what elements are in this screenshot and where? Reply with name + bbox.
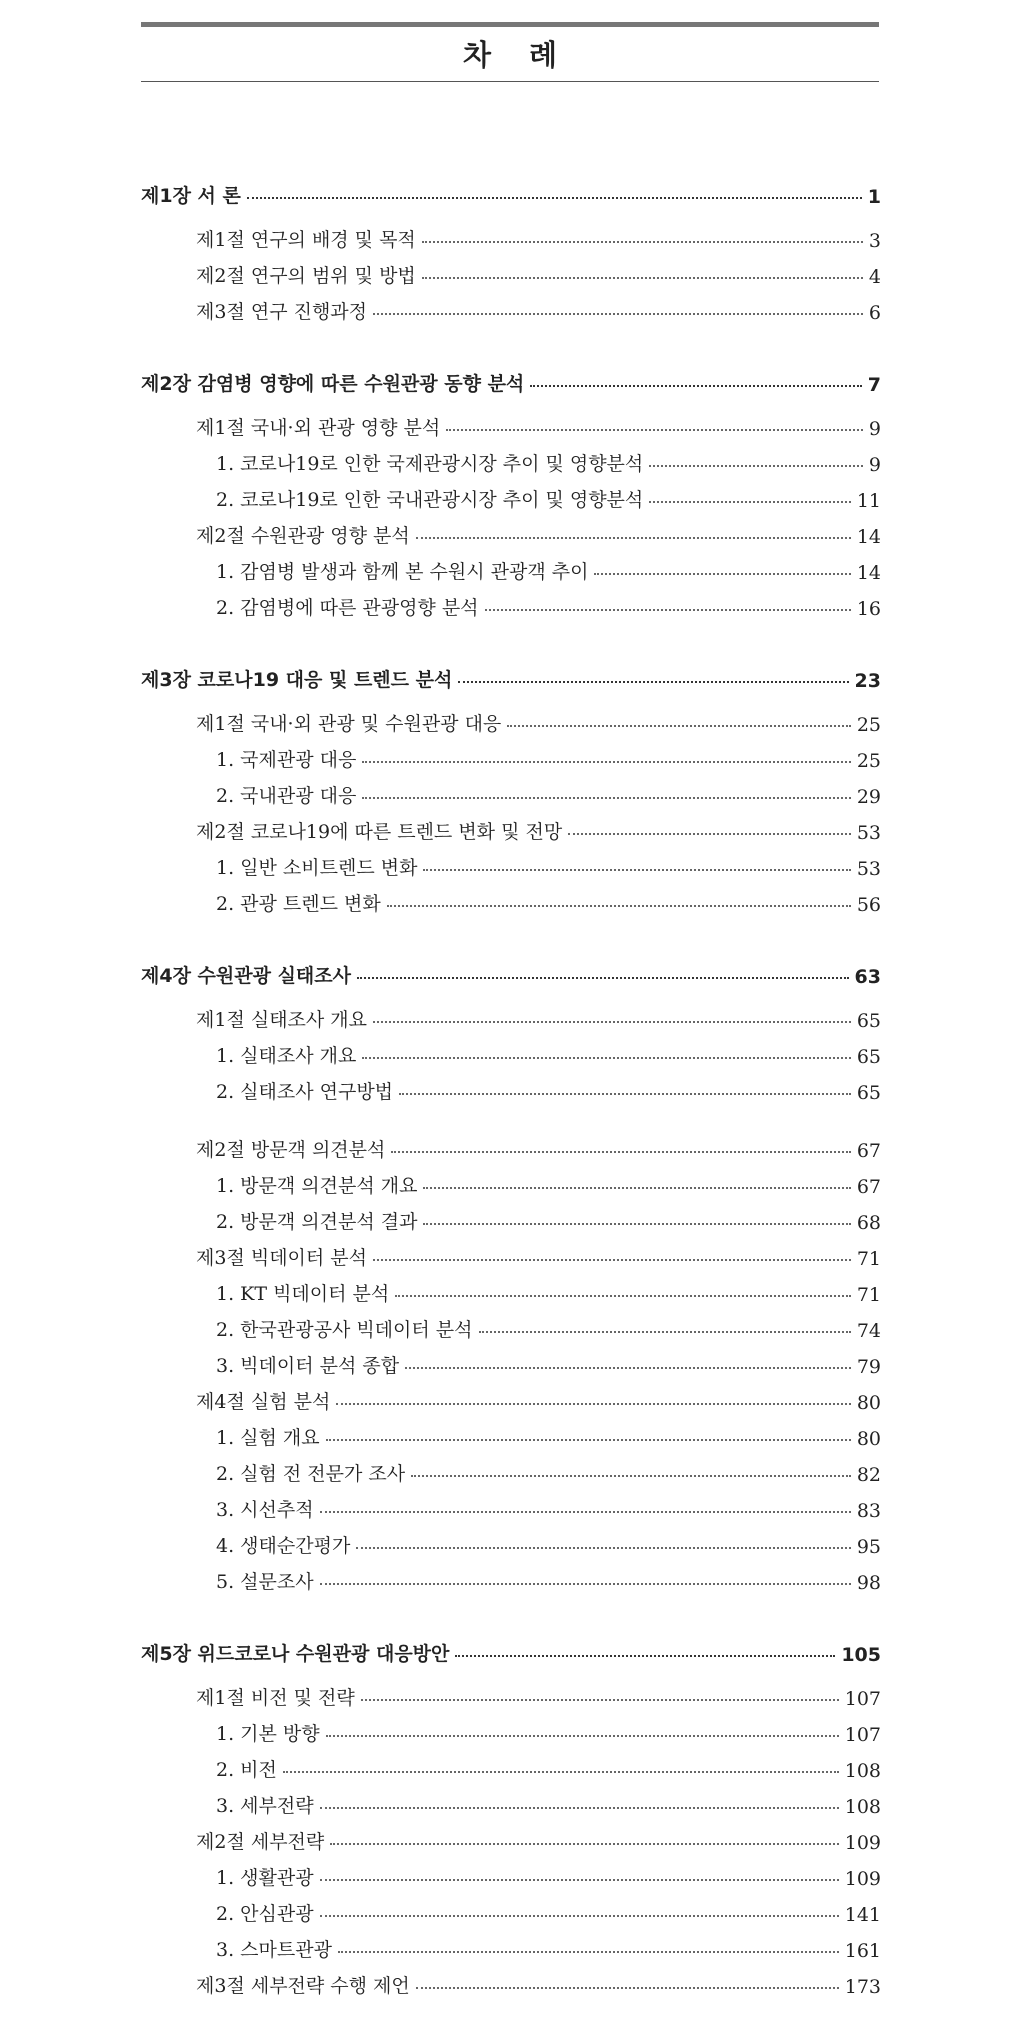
dot-leader [422,241,863,243]
toc-page-number: 105 [841,1644,881,1666]
toc-header [141,22,879,82]
toc-item-row [141,480,881,512]
toc-page-number: 68 [856,1212,881,1234]
dot-leader [361,1699,839,1701]
toc-page-number: 108 [844,1760,881,1782]
dot-leader [320,1511,851,1513]
toc-page-number: 71 [856,1284,881,1306]
toc-item-row [141,884,881,916]
toc-item-label: 3. 세부전략 [216,1795,314,1817]
toc-section-label: 제2절 수원관광 영향 분석 [196,525,410,547]
toc-page-number: 6 [868,302,881,324]
toc-item-label: 2. 감염병에 따른 관광영향 분석 [216,597,479,619]
toc-item-label: 1. KT 빅데이터 분석 [216,1283,390,1305]
toc-item-label: 2. 국내관광 대응 [216,785,357,807]
dot-leader [326,1735,839,1737]
toc-page-number: 108 [844,1796,881,1818]
dot-leader [423,1223,850,1225]
toc-page-number: 107 [844,1688,881,1710]
dot-leader [362,1057,850,1059]
toc-item-label: 1. 국제관광 대응 [216,749,357,771]
toc-page-number: 11 [856,490,881,512]
dot-leader [387,905,851,907]
toc-item-row [141,740,881,772]
toc-item-label: 2. 실험 전 전문가 조사 [216,1463,406,1485]
toc-section-label: 제2절 코로나19에 따른 트렌드 변화 및 전망 [196,821,563,843]
toc-chapter-row [141,956,881,988]
toc-section-label: 제1절 연구의 배경 및 목적 [196,229,416,251]
toc-page-number: 25 [856,750,881,772]
toc-section-row [141,812,881,844]
dot-leader [395,1295,851,1297]
dot-leader [320,1915,839,1917]
toc-section-label: 제3절 빅데이터 분석 [196,1247,367,1269]
dot-leader [405,1367,851,1369]
dot-leader [423,1187,850,1189]
toc-section-label: 제3절 연구 진행과정 [196,301,367,323]
toc-item-label: 1. 기본 방향 [216,1723,320,1745]
toc-item-label: 1. 코로나19로 인한 국제관광시장 추이 및 영향분석 [216,453,644,475]
toc-item-label: 1. 생활관광 [216,1867,314,1889]
toc-page-number: 161 [844,1940,881,1962]
toc-item-row [141,588,881,620]
toc-page-number: 109 [844,1832,881,1854]
toc-page-number: 71 [856,1248,881,1270]
toc-item-row [141,1036,881,1068]
dot-leader [320,1583,851,1585]
dot-leader [458,681,848,683]
dot-leader [507,725,851,727]
toc-section-row [141,1678,881,1710]
toc-section-row [141,256,881,288]
toc-page-number: 65 [856,1046,881,1068]
header-bottom-rule [141,81,879,82]
dot-leader [391,1151,850,1153]
toc-page-number: 80 [856,1428,881,1450]
dot-leader [338,1951,839,1953]
toc-page-number: 82 [856,1464,881,1486]
toc-page-number: 9 [868,418,881,440]
dot-leader [423,869,850,871]
toc-page-number: 25 [856,714,881,736]
toc-section-label: 제1절 비전 및 전략 [196,1687,355,1709]
dot-leader [568,833,851,835]
dot-leader [649,465,863,467]
toc-section-label: 제1절 국내·외 관광 및 수원관광 대응 [196,713,502,735]
toc-section-row [141,1966,881,1998]
toc-page-number: 141 [844,1904,881,1926]
dot-leader [326,1439,851,1441]
toc-page-number: 65 [856,1010,881,1032]
toc-item-row [141,1274,881,1306]
toc-section-label: 제3절 세부전략 수행 제언 [196,1975,410,1997]
toc-item-row [141,1202,881,1234]
toc-page-number: 9 [868,454,881,476]
toc-item-label: 2. 방문객 의견분석 결과 [216,1211,418,1233]
toc-section-label: 제2절 세부전략 [196,1831,325,1853]
toc-item-row [141,1786,881,1818]
toc-item-label: 3. 스마트관광 [216,1939,332,1961]
toc-page-number: 23 [854,670,881,692]
toc-item-row [141,1526,881,1558]
toc-item-row [141,1894,881,1926]
toc-page-number: 65 [856,1082,881,1104]
dot-leader [485,609,851,611]
toc-page-number: 74 [856,1320,881,1342]
dot-leader [594,573,850,575]
toc-chapter-row [141,364,881,396]
toc-item-row [141,1072,881,1104]
toc-section-row [141,1382,881,1414]
toc-item-row [141,1858,881,1890]
toc-item-label: 1. 방문객 의견분석 개요 [216,1175,418,1197]
dot-leader [330,1843,838,1845]
page-title: 차 례 [462,38,572,72]
toc-item-label: 1. 감염병 발생과 함께 본 수원시 관광객 추이 [216,561,589,583]
toc-chapter-label: 제5장 위드코로나 수원관광 대응방안 [141,1643,450,1665]
toc-page-number: 14 [856,562,881,584]
toc-item-row [141,1454,881,1486]
dot-leader [356,1547,851,1549]
toc-page-number: 173 [844,1976,881,1998]
toc-item-label: 1. 일반 소비트렌드 변화 [216,857,418,879]
toc-item-row [141,1750,881,1782]
toc-item-label: 1. 실태조사 개요 [216,1045,357,1067]
toc-page-number: 67 [856,1140,881,1162]
toc-chapter-row [141,1634,881,1666]
toc-chapter-row [141,660,881,692]
toc-item-label: 2. 한국관광공사 빅데이터 분석 [216,1319,473,1341]
toc-section-row [141,1130,881,1162]
toc-page-number: 79 [856,1356,881,1378]
dot-leader [320,1807,839,1809]
toc-item-row [141,1166,881,1198]
toc-item-row [141,552,881,584]
dot-leader [362,797,850,799]
toc-section-row [141,704,881,736]
toc-page-number: 1 [867,186,881,208]
dot-leader [416,537,851,539]
dot-leader [479,1331,851,1333]
dot-leader [446,429,863,431]
toc-page-number: 56 [856,894,881,916]
toc-item-label: 2. 실태조사 연구방법 [216,1081,394,1103]
toc-section-row [141,220,881,252]
toc-item-row [141,1310,881,1342]
toc-section-row [141,1000,881,1032]
toc-item-label: 2. 비전 [216,1759,277,1781]
dot-leader [283,1771,839,1773]
dot-leader [373,313,863,315]
toc-chapter-label: 제4장 수원관광 실태조사 [141,965,351,987]
toc-item-row [141,1714,881,1746]
toc-section-row [141,408,881,440]
toc-page-number: 53 [856,822,881,844]
toc-page-number: 29 [856,786,881,808]
toc-section-label: 제1절 실태조사 개요 [196,1009,367,1031]
toc-item-row [141,1346,881,1378]
toc-page-number: 95 [856,1536,881,1558]
toc-item-row [141,1562,881,1594]
toc-page-number: 14 [856,526,881,548]
dot-leader [649,501,851,503]
toc-item-row [141,776,881,808]
toc-page-number: 16 [856,598,881,620]
toc-section-label: 제4절 실험 분석 [196,1391,331,1413]
toc-page-number: 53 [856,858,881,880]
toc-section-row [141,1238,881,1270]
toc-page-number: 4 [868,266,881,288]
toc-section-row [141,292,881,324]
toc-section-row [141,1822,881,1854]
toc-page-number: 7 [867,374,881,396]
dot-leader [455,1655,835,1657]
dot-leader [530,385,861,387]
toc-page-number: 109 [844,1868,881,1890]
toc-section-label: 제2절 방문객 의견분석 [196,1139,386,1161]
toc-section-row [141,516,881,548]
dot-leader [320,1879,839,1881]
toc-page-number: 98 [856,1572,881,1594]
toc-page-number: 83 [856,1500,881,1522]
toc-item-label: 3. 시선추적 [216,1499,314,1521]
toc-chapter-label: 제3장 코로나19 대응 및 트렌드 분석 [141,669,453,691]
dot-leader [362,761,850,763]
toc-item-label: 2. 관광 트렌드 변화 [216,893,381,915]
toc-item-row [141,1490,881,1522]
toc-item-label: 4. 생태순간평가 [216,1535,351,1557]
dot-leader [373,1259,851,1261]
toc-page-number: 107 [844,1724,881,1746]
dot-leader [416,1987,839,1989]
toc-item-row [141,1930,881,1962]
toc-section-label: 제1절 국내·외 관광 영향 분석 [196,417,441,439]
dot-leader [373,1021,851,1023]
toc-item-label: 5. 설문조사 [216,1571,314,1593]
toc-chapter-label: 제2장 감염병 영향에 따른 수원관광 동향 분석 [141,373,525,395]
toc-item-label: 3. 빅데이터 분석 종합 [216,1355,400,1377]
dot-leader [399,1093,851,1095]
toc-page-number: 3 [868,230,881,252]
toc-chapter-label: 제1장 서 론 [141,185,241,207]
dot-leader [357,977,849,979]
toc-item-label: 1. 실험 개요 [216,1427,320,1449]
toc-page-number: 67 [856,1176,881,1198]
dot-leader [411,1475,851,1477]
toc-item-row [141,848,881,880]
dot-leader [336,1403,851,1405]
dot-leader [422,277,863,279]
dot-leader [247,197,862,199]
toc-page-number: 63 [854,966,881,988]
toc-item-label: 2. 안심관광 [216,1903,314,1925]
toc-page-number: 80 [856,1392,881,1414]
toc-item-row [141,444,881,476]
toc-section-label: 제2절 연구의 범위 및 방법 [196,265,416,287]
toc-item-label: 2. 코로나19로 인한 국내관광시장 추이 및 영향분석 [216,489,644,511]
toc-item-row [141,1418,881,1450]
toc-chapter-row [141,176,881,208]
